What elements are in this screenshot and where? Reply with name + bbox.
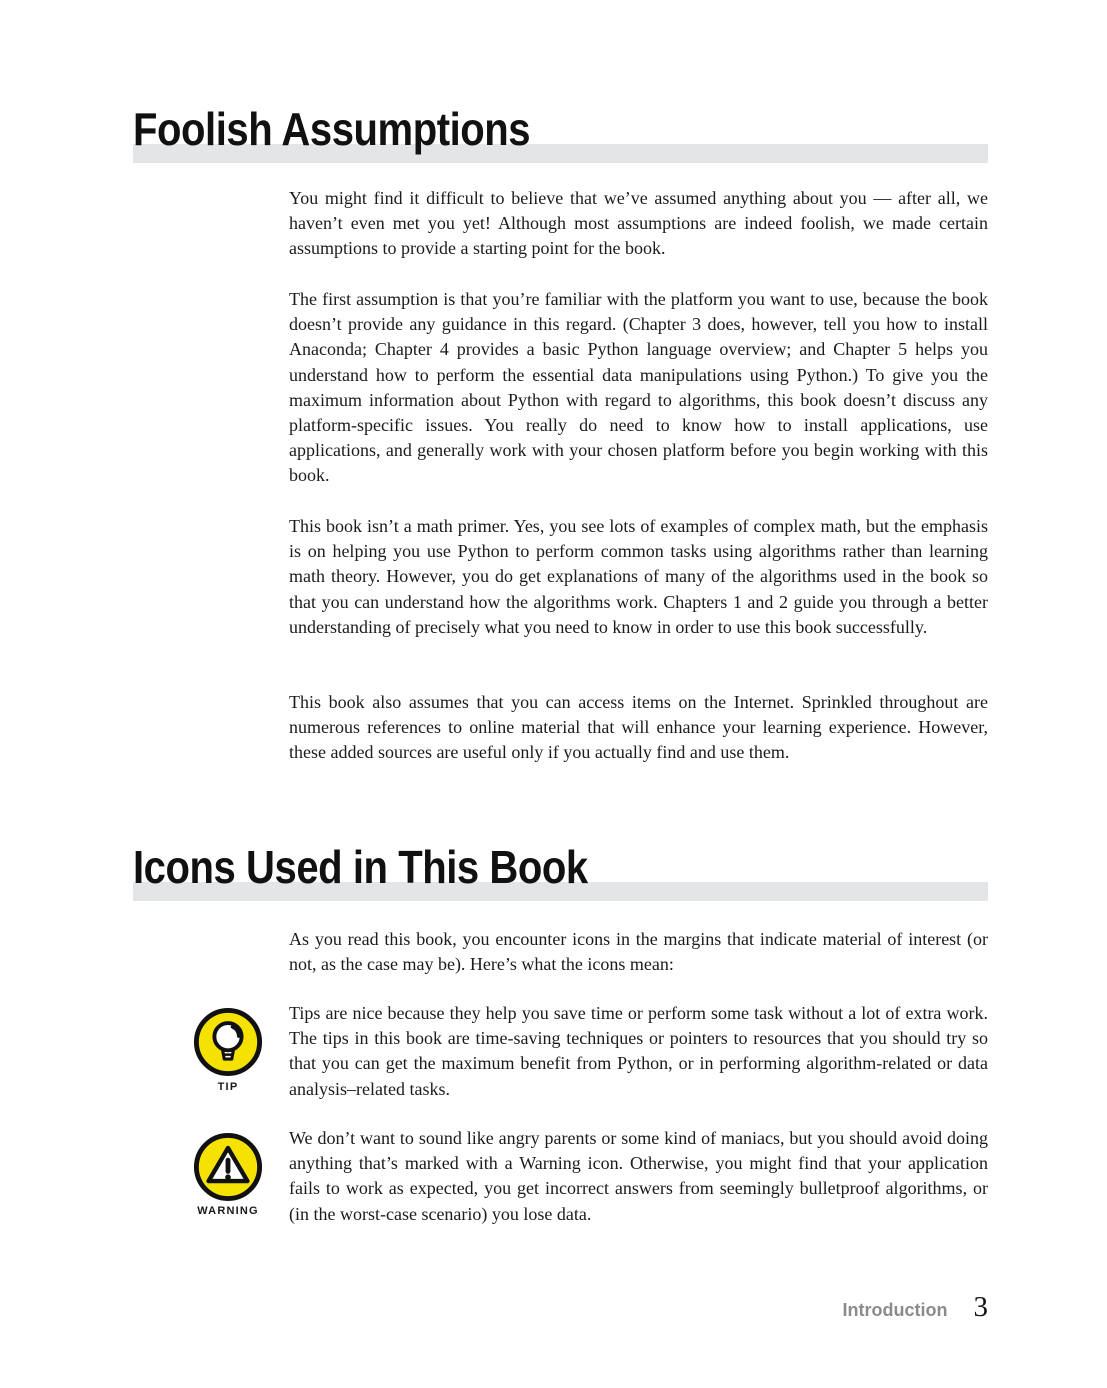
section-heading-icons-used: Icons Used in This Book xyxy=(133,841,588,893)
paragraph: As you read this book, you encounter icons in the margins that indicate material of interest (or not, as the case may be). Here’s what the icons mean: xyxy=(289,929,988,975)
warning-icon xyxy=(193,1132,263,1202)
paragraph: You might find it difficult to believe that we’ve assumed anything about you — after all, we haven’t even met you yet! Although most assumptions are indeed foolish, we made certain assumptions to provide a starting point for the book. xyxy=(289,188,988,259)
paragraph: This book also assumes that you can access items on the Internet. Sprinkled throughout are numerous references to online material that will enhance your learning experience. However, these added sources are useful only if you actually find and use them. xyxy=(289,692,988,763)
tip-label: TIP xyxy=(217,1081,239,1093)
paragraph: We don’t want to sound like angry parents or some kind of maniacs, but you should avoid doing anything that’s marked with a Warning icon. Otherwise, you might find that your application fails to work as expected, you get incorrect answers from seemingly bulletproof algorithms, or (in the worst-case scenario) you lose data. xyxy=(289,1128,988,1224)
tip-icon xyxy=(193,1007,263,1077)
footer-section-title: Introduction xyxy=(842,1300,948,1320)
footer-page-number: 3 xyxy=(973,1291,988,1323)
section-heading-foolish-assumptions: Foolish Assumptions xyxy=(133,103,531,155)
paragraph: The first assumption is that you’re familiar with the platform you want to use, because the book doesn’t provide any guidance in this regard. (Chapter 3 does, however, tell you how to install Anaconda; Chapter 4 provides a basic Python language overview; and Chapter 5 helps you understand how to perform the essential data manipulations using Python.) To give you the maximum information about Python with regard to algorithms, this book doesn’t discuss any platform-specific issues. You really do need to know how to install applications, use applications, and generally work with your chosen platform before you begin working with this book. xyxy=(289,289,988,486)
warning-label: WARNING xyxy=(197,1205,259,1217)
page-footer xyxy=(600,1291,988,1324)
paragraph: Tips are nice because they help you save time or perform some task without a lot of extra work. The tips in this book are time-saving techniques or pointers to resources that you should try so that you can get the maximum benefit from Python, or in performing algorithm-related or data analysis–related tasks. xyxy=(289,1003,988,1099)
paragraph: This book isn’t a math primer. Yes, you see lots of examples of complex math, but the emphasis is on helping you use Python to perform common tasks using algorithms rather than learning math theory. However, you do get explanations of many of the algorithms used in the book so that you can understand how the algorithms work. Chapters 1 and 2 guide you through a better understanding of precisely what you need to know in order to use this book successfully. xyxy=(289,516,988,637)
